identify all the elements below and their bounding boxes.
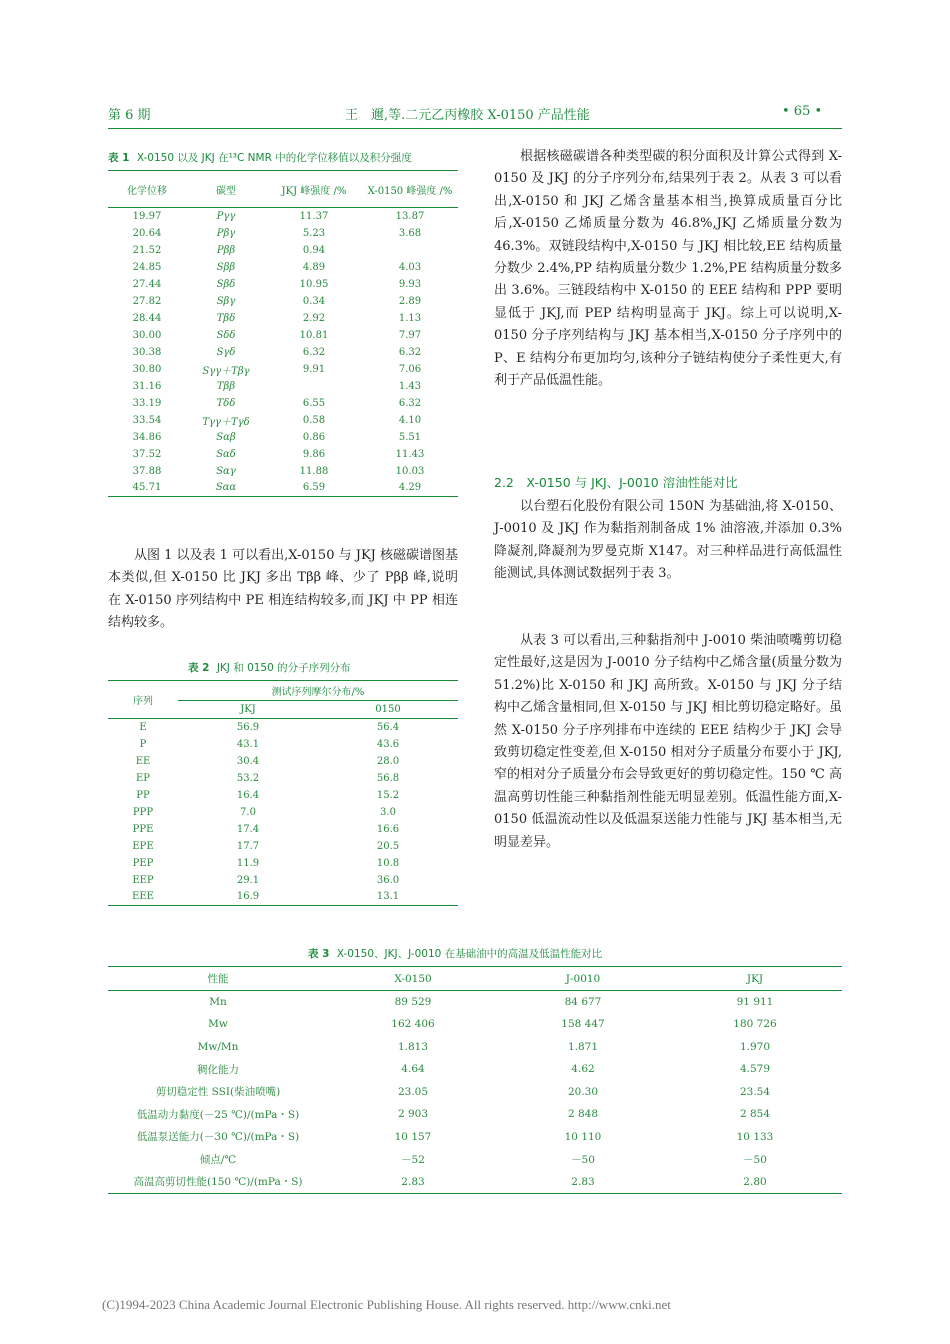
table-cell: 4.29 bbox=[398, 482, 422, 494]
table-cell: 11.88 bbox=[299, 465, 329, 477]
table-cell: 19.97 bbox=[132, 210, 162, 222]
table-cell: 0.58 bbox=[302, 414, 326, 426]
table-cell: 2.92 bbox=[302, 312, 326, 324]
table-cell: 6.32 bbox=[398, 397, 422, 409]
table-cell: 4.64 bbox=[401, 1063, 425, 1076]
table-cell: 1.970 bbox=[739, 1040, 771, 1053]
table-cell: 30.4 bbox=[236, 755, 260, 767]
table-cell: 30.80 bbox=[132, 363, 162, 375]
table-cell: 28.0 bbox=[376, 755, 400, 767]
table3-header: X-0150 bbox=[394, 972, 432, 985]
table-cell: 9.86 bbox=[302, 448, 326, 460]
table-row bbox=[108, 1148, 842, 1171]
table-cell: 33.54 bbox=[132, 414, 162, 426]
table-cell: 2 854 bbox=[739, 1108, 771, 1121]
table2-subheader: JKJ bbox=[240, 704, 256, 715]
table-cell: 10 157 bbox=[394, 1130, 432, 1143]
paragraph-text: 以台塑石化股份有限公司 150N 为基础油,将 X-0150、J-0010 及 JKJ 作为黏指剂制备成 1% 油溶液,并添加 0.3%降凝剂,降凝剂为罗曼克斯 X147。对三种样品进行高低温性能测试,具体测试数据列于表 3。 bbox=[494, 499, 842, 582]
table-row bbox=[108, 1103, 842, 1126]
table-cell bbox=[266, 378, 362, 395]
table-cell: 6.32 bbox=[398, 346, 422, 358]
table-cell: 36.0 bbox=[376, 874, 400, 886]
table-cell: 低温动力黏度(－25 ℃)/(mPa・S) bbox=[136, 1108, 300, 1121]
table-cell: PP bbox=[136, 789, 150, 801]
table-cell: Mw/Mn bbox=[197, 1040, 239, 1053]
table-cell: －50 bbox=[571, 1153, 595, 1166]
table-cell: Pββ bbox=[216, 244, 236, 256]
table-row bbox=[108, 463, 458, 480]
table-cell: 10 110 bbox=[564, 1130, 602, 1143]
table-cell: Sαβ bbox=[216, 431, 236, 443]
table-cell: 10 133 bbox=[736, 1130, 774, 1143]
table-cell: 剪切稳定性 SSI(柴油喷嘴) bbox=[155, 1086, 281, 1099]
paragraph-text: 根据核磁碳谱各种类型碳的积分面积及计算公式得到 X-0150 及 JKJ 的分子序列分布,结果列于表 2。从表 3 可以看出,X-0150 和 JKJ 乙烯含量基本相当,换算成质量百分比后,X-0150 乙烯质量分数为 46.8%,JKJ 乙烯质量分数为 46.3%。双链段结构中,X-0150 与 JKJ 相比较,EE 结构质量分数少 2.4%,PP 结构质量分数少 1.2%,PE 结构质量分数多出 3.6%。三链段结构中 X-0150 的 EEE 结构和 PPP 要明显低于 JKJ,而 PEP 结构明显高于 JKJ。综上可以说明,X-0150 分子序列结构与 JKJ 基本相当,X-0150 分子序列中的 P、E 结构分布更加均匀,该种分子链结构使分子柔性更大,有利于产品低温性能。 bbox=[494, 149, 842, 389]
table-cell: P bbox=[139, 738, 147, 750]
table-cell: 4.62 bbox=[571, 1063, 595, 1076]
table-cell: 17.4 bbox=[236, 823, 260, 835]
table-cell: 5.23 bbox=[302, 227, 326, 239]
header-rule bbox=[108, 128, 842, 129]
table-cell: 89 529 bbox=[394, 996, 432, 1008]
table-cell: 0.86 bbox=[302, 431, 326, 443]
table-cell: EE bbox=[135, 755, 151, 767]
table-cell: 27.44 bbox=[132, 278, 162, 290]
table-cell: 10.8 bbox=[376, 857, 400, 869]
table-cell: 30.00 bbox=[132, 329, 162, 341]
table-cell: 4.03 bbox=[398, 261, 422, 273]
table-cell: 1.13 bbox=[398, 312, 422, 324]
page-number: • 65 • bbox=[782, 104, 823, 119]
table-row bbox=[108, 344, 458, 361]
table-row bbox=[108, 1126, 842, 1149]
table-row bbox=[108, 736, 458, 753]
table-row bbox=[108, 1081, 842, 1104]
table-cell: 9.93 bbox=[398, 278, 422, 290]
table3-body bbox=[108, 991, 842, 1194]
table1-header: JKJ 峰强度 /% bbox=[281, 185, 347, 197]
table-cell: Sαγ bbox=[216, 465, 236, 477]
table-cell: 158 447 bbox=[561, 1018, 605, 1031]
table-cell: 17.7 bbox=[236, 840, 260, 852]
table-cell: 1.813 bbox=[397, 1040, 429, 1053]
table-cell: Tβδ bbox=[216, 312, 236, 324]
table3-header: 性能 bbox=[207, 973, 229, 985]
table-cell: Tββ bbox=[216, 380, 236, 392]
table-cell: 11.37 bbox=[299, 210, 329, 222]
table-cell: 2.80 bbox=[743, 1175, 767, 1188]
right-paragraph-3 bbox=[494, 630, 842, 854]
table-cell: Sγγ＋Tβγ bbox=[202, 365, 250, 377]
table-row bbox=[108, 872, 458, 889]
table-cell: 3.0 bbox=[380, 806, 396, 818]
table-row bbox=[108, 293, 458, 310]
table-row bbox=[108, 804, 458, 821]
left-paragraph bbox=[108, 545, 458, 635]
table-row bbox=[108, 208, 458, 225]
table-row bbox=[108, 719, 458, 736]
table-cell: 37.52 bbox=[132, 448, 162, 460]
table-cell: 33.19 bbox=[132, 397, 162, 409]
table-cell: 6.32 bbox=[302, 346, 326, 358]
table1-header: 化学位移 bbox=[127, 185, 167, 197]
table-row bbox=[108, 1013, 842, 1036]
table-cell: Tγγ＋Tγδ bbox=[202, 416, 250, 428]
table-cell: 2.89 bbox=[398, 295, 422, 307]
table-cell: 7.06 bbox=[398, 363, 422, 375]
table-cell: 31.16 bbox=[132, 380, 162, 392]
table-cell: 高温高剪切性能(150 ℃)/(mPa・S) bbox=[133, 1176, 303, 1188]
table-cell: 2.83 bbox=[571, 1175, 595, 1188]
table-cell: 43.6 bbox=[376, 738, 400, 750]
table-cell: 倾点/℃ bbox=[199, 1153, 237, 1166]
table-cell: 4.10 bbox=[398, 414, 422, 426]
table-cell: Sγδ bbox=[216, 346, 236, 358]
table1 bbox=[108, 170, 458, 497]
table1-header: X-0150 峰强度 /% bbox=[367, 185, 453, 197]
table-row bbox=[108, 480, 458, 497]
table-cell: 23.05 bbox=[397, 1085, 429, 1098]
table2-header-group: 测试序列摩尔分布/% bbox=[178, 681, 458, 701]
table-cell: 低温泵送能力(－30 ℃)/(mPa・S) bbox=[136, 1131, 300, 1144]
table-cell: 稠化能力 bbox=[197, 1063, 239, 1076]
table-cell: 13.87 bbox=[395, 210, 425, 222]
table-cell: 15.2 bbox=[376, 789, 400, 801]
table2-body bbox=[108, 719, 458, 906]
table-cell: 20.5 bbox=[376, 840, 400, 852]
table-cell: 13.1 bbox=[376, 891, 400, 903]
table-row bbox=[108, 276, 458, 293]
table3 bbox=[108, 966, 842, 1194]
table-cell: 28.44 bbox=[132, 312, 162, 324]
table2-caption-num: 表 2 bbox=[188, 662, 210, 674]
table-cell: 16.4 bbox=[236, 789, 260, 801]
table-cell: E bbox=[139, 721, 147, 733]
table-cell: －52 bbox=[401, 1153, 425, 1166]
table-cell: 37.88 bbox=[132, 465, 162, 477]
paragraph-text: 从图 1 以及表 1 可以看出,X-0150 与 JKJ 核磁碳谱图基本类似,但 X-0150 比 JKJ 多出 Tββ 峰、少了 Pββ 峰,说明在 X-0150 序列结构中 PE 相连结构较多,而 JKJ 中 PP 相连结构较多。 bbox=[108, 548, 459, 631]
table-cell: 180 726 bbox=[733, 1018, 777, 1031]
table1-header: 碳型 bbox=[216, 185, 236, 197]
table1-caption-text: X-0150 以及 JKJ 在¹³C NMR 中的化学位移值以及积分强度 bbox=[136, 152, 412, 164]
table-cell: 4.579 bbox=[739, 1063, 771, 1076]
table-cell: PPE bbox=[132, 823, 154, 835]
table-cell: 56.9 bbox=[236, 721, 260, 733]
table-row bbox=[108, 753, 458, 770]
table-cell: 1.871 bbox=[567, 1040, 599, 1053]
table-cell: 20.64 bbox=[132, 227, 162, 239]
table-cell: 1.43 bbox=[398, 380, 422, 392]
table-cell: 9.91 bbox=[302, 363, 326, 375]
table-row bbox=[108, 1171, 842, 1194]
table-cell: 7.97 bbox=[398, 329, 422, 341]
running-title: 王 邇,等.二元乙丙橡胶 X-0150 产品性能 bbox=[345, 108, 590, 123]
table-row bbox=[108, 310, 458, 327]
table-cell: Sδδ bbox=[216, 329, 236, 341]
paragraph-text: 从表 3 可以看出,三种黏指剂中 J-0010 柴油喷嘴剪切稳定性最好,这是因为 J-0010 分子结构中乙烯含量(质量分数为 51.2%)比 X-0150 和 JKJ 高所致。X-0150 与 JKJ 分子结构中乙烯含量相同,但 X-0150 与 JKJ 相比剪切稳定略好。虽然 X-0150 分子序列排布中连续的 EEE 结构少于 JKJ 会导致剪切稳定性变差,但 X-0150 相对分子质量分布要小于 JKJ,窄的相对分子质量分布会导致更好的剪切稳定性。150 ℃ 高温高剪切性能三种黏指剂性能无明显差别。低温性能方面,X-0150 低温流动性以及低温泵送能力性能与 JKJ 基本相当,无明显差异。 bbox=[494, 633, 842, 850]
table-row bbox=[108, 259, 458, 276]
table-cell: 0.94 bbox=[302, 244, 326, 256]
table-cell: 29.1 bbox=[236, 874, 260, 886]
table2-subheader: 0150 bbox=[375, 704, 401, 715]
right-paragraph-1 bbox=[494, 146, 842, 392]
table3-caption-num: 表 3 bbox=[308, 948, 330, 960]
table-row bbox=[108, 889, 458, 906]
table-row bbox=[108, 361, 458, 378]
table-cell: 23.54 bbox=[739, 1085, 771, 1098]
table-cell: Mw bbox=[208, 1018, 228, 1031]
table1-caption bbox=[108, 150, 412, 165]
table-cell: 10.03 bbox=[395, 465, 425, 477]
table-cell: 10.81 bbox=[299, 329, 329, 341]
table-cell: 162 406 bbox=[391, 1018, 435, 1031]
table-cell: PPP bbox=[132, 806, 154, 818]
table-row bbox=[108, 1058, 842, 1081]
table-cell bbox=[362, 242, 458, 259]
table-cell: 2.83 bbox=[401, 1175, 425, 1188]
table-cell: 5.51 bbox=[398, 431, 422, 443]
table-cell: Sαδ bbox=[216, 448, 236, 460]
table2-caption bbox=[188, 660, 351, 675]
table1-body bbox=[108, 208, 458, 497]
table-cell: 53.2 bbox=[236, 772, 260, 784]
table-cell: Sαα bbox=[215, 482, 237, 494]
table-cell: 56.4 bbox=[376, 721, 400, 733]
table-cell: 11.43 bbox=[395, 448, 425, 460]
table-row bbox=[108, 787, 458, 804]
table-cell: 34.86 bbox=[132, 431, 162, 443]
table-cell: Mn bbox=[209, 996, 227, 1008]
table-cell: 3.68 bbox=[398, 227, 422, 239]
table-cell: 2 848 bbox=[567, 1108, 599, 1121]
table-cell: 20.30 bbox=[567, 1085, 599, 1098]
table-cell: 24.85 bbox=[132, 261, 162, 273]
table3-header: JKJ bbox=[746, 972, 764, 985]
table2 bbox=[108, 680, 458, 906]
table-cell: 84 677 bbox=[564, 996, 602, 1008]
table-row bbox=[108, 395, 458, 412]
table-cell: 4.89 bbox=[302, 261, 326, 273]
table-cell: 11.9 bbox=[236, 857, 260, 869]
table-cell: 6.59 bbox=[302, 482, 326, 494]
table3-caption bbox=[308, 946, 602, 961]
table2-header-seq: 序列 bbox=[108, 681, 178, 719]
table2-caption-text: JKJ 和 0150 的分子序列分布 bbox=[216, 662, 351, 674]
table-cell: 27.82 bbox=[132, 295, 162, 307]
table-cell: Pγγ bbox=[216, 210, 236, 222]
table-cell: EEP bbox=[132, 874, 154, 886]
table-cell: 10.95 bbox=[299, 278, 329, 290]
table-cell: 43.1 bbox=[236, 738, 260, 750]
table-row bbox=[108, 991, 842, 1014]
table-cell: Sβγ bbox=[216, 295, 236, 307]
issue-number: 第 6 期 bbox=[108, 108, 151, 123]
table-cell: Sββ bbox=[216, 261, 236, 273]
right-paragraph-2 bbox=[494, 496, 842, 586]
section-heading: 2.2 X-0150 与 JKJ、J-0010 溶油性能对比 bbox=[494, 475, 738, 490]
table-cell: Pβγ bbox=[216, 227, 236, 239]
table-cell: EP bbox=[135, 772, 151, 784]
table-row bbox=[108, 838, 458, 855]
table-cell: －50 bbox=[743, 1153, 767, 1166]
table-cell: 0.34 bbox=[302, 295, 326, 307]
table-cell: 7.0 bbox=[240, 806, 256, 818]
table-row bbox=[108, 821, 458, 838]
table-cell: 16.6 bbox=[376, 823, 400, 835]
table1-caption-num: 表 1 bbox=[108, 152, 130, 164]
table-cell: 91 911 bbox=[736, 996, 774, 1008]
table-cell: 30.38 bbox=[132, 346, 162, 358]
table-cell: 2 903 bbox=[397, 1108, 429, 1121]
table-cell: 16.9 bbox=[236, 891, 260, 903]
table-cell: EEE bbox=[132, 891, 154, 903]
table-row bbox=[108, 378, 458, 395]
table-row bbox=[108, 855, 458, 872]
table-row bbox=[108, 1036, 842, 1059]
table-cell: PEP bbox=[132, 857, 154, 869]
table3-header: J-0010 bbox=[565, 972, 601, 985]
table-row bbox=[108, 412, 458, 429]
table-cell: 45.71 bbox=[132, 482, 162, 494]
table-row bbox=[108, 225, 458, 242]
table-row bbox=[108, 446, 458, 463]
table-row bbox=[108, 429, 458, 446]
table-cell: 6.55 bbox=[302, 397, 326, 409]
table-cell: Sβδ bbox=[216, 278, 236, 290]
table-cell: 56.8 bbox=[376, 772, 400, 784]
table-row bbox=[108, 770, 458, 787]
table-cell: Tδδ bbox=[216, 397, 236, 409]
table-cell: EPE bbox=[132, 840, 154, 852]
table-cell: 21.52 bbox=[132, 244, 162, 256]
table3-caption-text: X-0150、JKJ、J-0010 在基础油中的高温及低温性能对比 bbox=[336, 948, 603, 960]
table-row bbox=[108, 327, 458, 344]
copyright-footer: (C)1994-2023 China Academic Journal Electronic Publishing House. All rights reserved. http://www.cnki.net bbox=[102, 1297, 671, 1312]
table-row bbox=[108, 242, 458, 259]
